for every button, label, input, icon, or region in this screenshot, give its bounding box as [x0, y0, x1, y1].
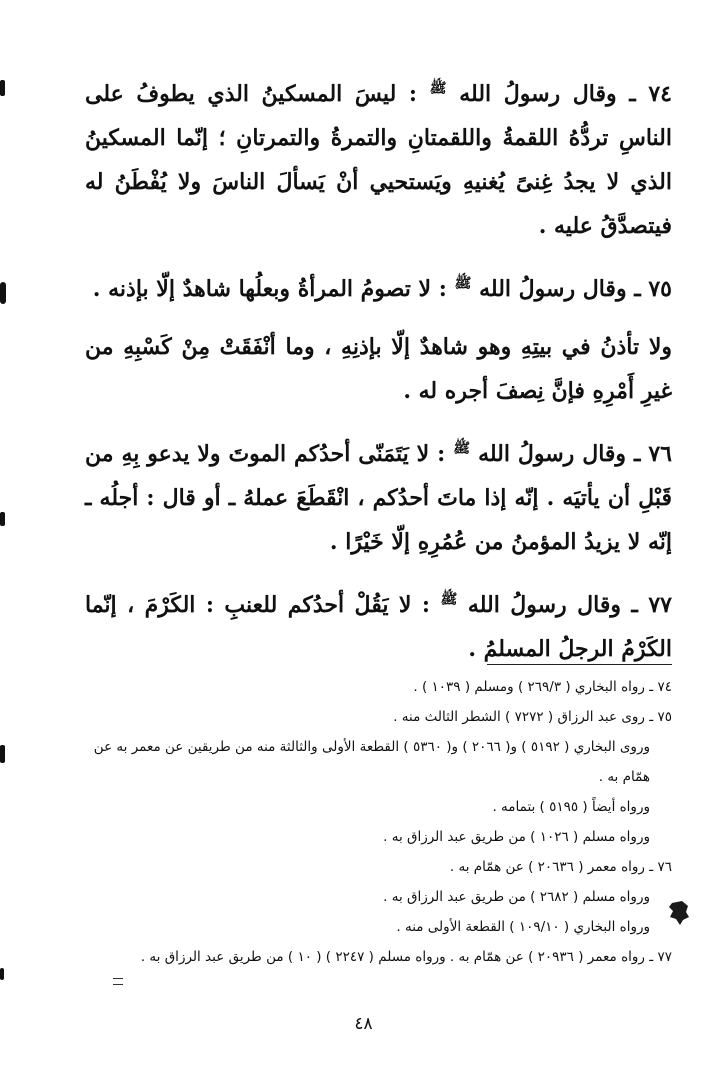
footnote-75: ٧٥ ـ روى عبد الرزاق ( ٧٢٧٢ ) الشطر الثالث منه . — [393, 709, 672, 725]
footnote-75-muslim: ورواه مسلم ( ١٠٢٦ ) من طريق عبد الرزاق به . — [383, 829, 650, 845]
footnote-77: ٧٧ ـ رواه معمر ( ٢٠٩٣٦ ) عن همّام به . ورواه مسلم ( ٢٢٤٧ ) ( ١٠ ) من طريق عبد الرزاق به . — [140, 949, 672, 965]
hadith-intro: ـ وقال رسولُ الله — [467, 592, 638, 618]
salawat-mark: ﷺ — [454, 275, 472, 292]
main-text — [85, 72, 672, 690]
hadith-number: ٧٦ — [648, 441, 672, 467]
salawat-mark: ﷺ — [429, 80, 447, 97]
hadith-75-paragraph — [85, 267, 672, 311]
salawat-mark: ﷺ — [440, 591, 458, 608]
hadith-77 — [85, 583, 672, 671]
hadith-intro: ـ وقال رسولُ الله — [459, 81, 636, 107]
hadith-76 — [85, 432, 672, 564]
salawat-mark: ﷺ — [453, 440, 471, 457]
hadith-text: : لا يَتَمَنّى أحدُكم الموتَ ولا يدعو بِهِ من قَبْلِ أن يأتيَه . إنّه إذا ماتَ أحدُكم ، انْقَطَعَ عملهُ ـ أو قال : أجلُه ـ إنّه لا يزيدُ المؤمنُ من عُمُرِهِ إلّا خَيْرًا . — [85, 441, 672, 555]
footnote-75-bukhari: وروى البخاري ( ٥١٩٢ ) و( ٢٠٦٦ ) و( ٥٣٦٠ ) القطعة الأولى والثالثة منه من طريقين عن معمر به عن همّام به . — [93, 739, 650, 785]
hadith-text: : لا يَقُلْ أحدُكم للعنبِ : الكَرْمَ ، إنّما الكَرْمُ الرجلُ المسلمُ . — [85, 592, 672, 662]
hadith-75-continuation: ولا تأذنُ في بيتِهِ وهو شاهدٌ إلّا بإذنِهِ ، وما أنْفَقَتْ مِنْ كَسْبِهِ من غيرِ أَمْرِهِ فإنَّ نِصفَ أجره له . — [85, 334, 672, 404]
footnote-76: ٧٦ ـ رواه معمر ( ٢٠٦٣٦ ) عن همّام به . — [449, 859, 672, 875]
hadith-77-paragraph — [85, 583, 672, 671]
scan-edge-mark — [0, 968, 4, 980]
hadith-74 — [85, 72, 672, 248]
hadith-number: ٧٧ — [648, 592, 672, 618]
scan-edge-mark — [0, 282, 6, 304]
scan-edge-mark — [0, 512, 5, 526]
ink-blot — [668, 900, 690, 926]
footnote-76-bukhari: ورواه البخاري ( ١٠٩/١٠ ) القطعة الأولى منه . — [396, 919, 650, 935]
hadith-intro: ـ وقال رسولُ الله — [478, 441, 641, 467]
page-number: ٤٨ — [354, 1014, 373, 1034]
hadith-75 — [85, 267, 672, 413]
hadith-74-paragraph — [85, 72, 672, 248]
hadith-text: : ليسَ المسكينُ الذي يطوفُ على الناسِ تردُّهُ اللقمةُ واللقمتانِ والتمرةُ والتمرتانِ ؛ إنّما المسكينُ الذي لا يجدُ غِنىً يُغنيهِ ويَستحيي أنْ يَسألَ الناسَ ولا يُفْطَنُ له فيتصدَّقُ عليه . — [85, 81, 672, 239]
scan-edge-mark — [0, 745, 5, 763]
margin-mark — [113, 978, 123, 985]
footnotes — [90, 672, 672, 972]
hadith-number: ٧٥ — [648, 276, 672, 302]
hadith-text: : لا تصومُ المرأةُ وبعلُها شاهدٌ إلّا بإذنه . — [92, 276, 447, 302]
hadith-76-paragraph — [85, 432, 672, 564]
footnote-74: ٧٤ ـ رواه البخاري ( ٢٦٩/٣ ) ومسلم ( ١٠٣٩ ) . — [413, 679, 672, 695]
footnote-76-muslim: ورواه مسلم ( ٢٦٨٢ ) من طريق عبد الرزاق به . — [383, 889, 650, 905]
scan-edge-mark — [0, 80, 5, 96]
hadith-intro: ـ وقال رسولُ الله — [479, 276, 641, 302]
hadith-number: ٧٤ — [648, 81, 672, 107]
footnote-75-bukhari-full: ورواه أيضاً ( ٥١٩٥ ) بتمامه . — [492, 799, 650, 815]
footnote-separator — [487, 664, 672, 665]
